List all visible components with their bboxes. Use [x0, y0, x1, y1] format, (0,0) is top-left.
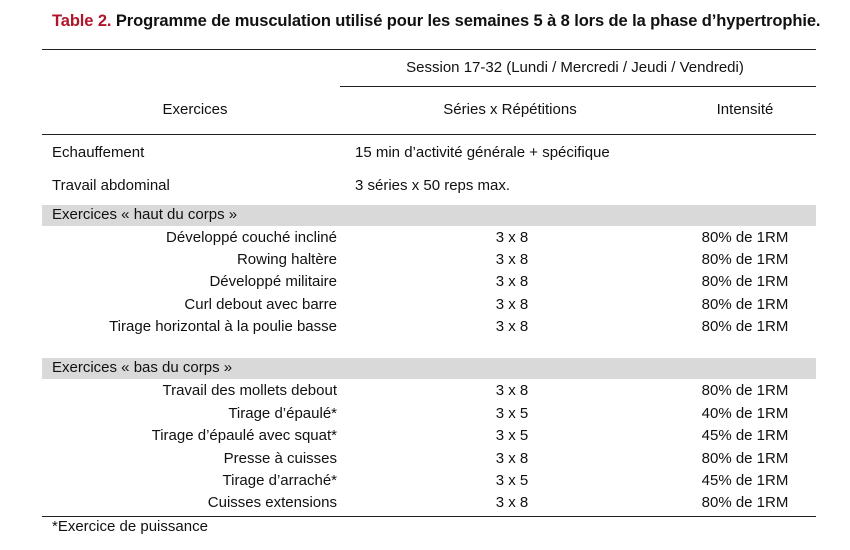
session-rule [340, 86, 816, 87]
warmup-value: 15 min d’activité générale + spécifique [355, 144, 610, 161]
intensity: 80% de 1RM [701, 229, 789, 246]
sets-reps: 3 x 8 [495, 318, 529, 335]
sets-reps: 3 x 5 [495, 472, 529, 489]
table-caption [52, 12, 820, 31]
section-band-upper [42, 205, 816, 226]
intensity: 80% de 1RM [701, 296, 789, 313]
exercise-name: Presse à cuisses [223, 450, 337, 467]
exercise-name: Développé militaire [209, 273, 337, 290]
exercise-name: Tirage d’épaulé avec squat* [151, 427, 337, 444]
sets-reps: 3 x 8 [495, 494, 529, 511]
col-header-series: Séries x Répétitions [443, 101, 577, 118]
exercise-name: Rowing haltère [236, 251, 337, 268]
exercise-name: Développé couché incliné [166, 229, 337, 246]
section-title-upper: Exercices « haut du corps » [52, 206, 238, 223]
sets-reps: 3 x 8 [495, 273, 529, 290]
sets-reps: 3 x 8 [495, 296, 529, 313]
intensity: 80% de 1RM [701, 251, 789, 268]
table-title: Programme de musculation utilisé pour les semaines 5 à 8 lors de la phase d’hypertrophie. [115, 12, 821, 30]
exercise-name: Tirage d’arraché* [222, 472, 337, 489]
sets-reps: 3 x 5 [495, 427, 529, 444]
exercise-name: Tirage horizontal à la poulie basse [109, 318, 337, 335]
col-header-exercices: Exercices [162, 101, 228, 118]
exercise-name: Tirage d’épaulé* [228, 405, 337, 422]
intensity: 80% de 1RM [701, 494, 789, 511]
abdominal-name: Travail abdominal [52, 177, 170, 194]
table-label: Table 2. [52, 12, 112, 30]
section-band-lower [42, 358, 816, 379]
warmup-name: Echauffement [52, 144, 145, 161]
exercise-name: Travail des mollets debout [162, 382, 337, 399]
intensity: 45% de 1RM [701, 427, 789, 444]
header-rule [42, 134, 816, 135]
sets-reps: 3 x 8 [495, 251, 529, 268]
sets-reps: 3 x 8 [495, 382, 529, 399]
intensity: 40% de 1RM [701, 405, 789, 422]
abdominal-value: 3 séries x 50 reps max. [355, 177, 511, 194]
intensity: 80% de 1RM [701, 450, 789, 467]
session-header: Session 17-32 (Lundi / Mercredi / Jeudi / Vendredi) [406, 59, 744, 76]
sets-reps: 3 x 8 [495, 450, 529, 467]
sets-reps: 3 x 5 [495, 405, 529, 422]
bottom-rule [42, 516, 816, 517]
intensity: 80% de 1RM [701, 273, 789, 290]
intensity: 80% de 1RM [701, 382, 789, 399]
top-rule [42, 49, 816, 50]
section-title-lower: Exercices « bas du corps » [52, 359, 233, 376]
exercise-name: Curl debout avec barre [184, 296, 337, 313]
col-header-intensite: Intensité [716, 101, 774, 118]
exercise-name: Cuisses extensions [207, 494, 337, 511]
intensity: 45% de 1RM [701, 472, 789, 489]
footnote: *Exercice de puissance [52, 518, 208, 535]
sets-reps: 3 x 8 [495, 229, 529, 246]
intensity: 80% de 1RM [701, 318, 789, 335]
